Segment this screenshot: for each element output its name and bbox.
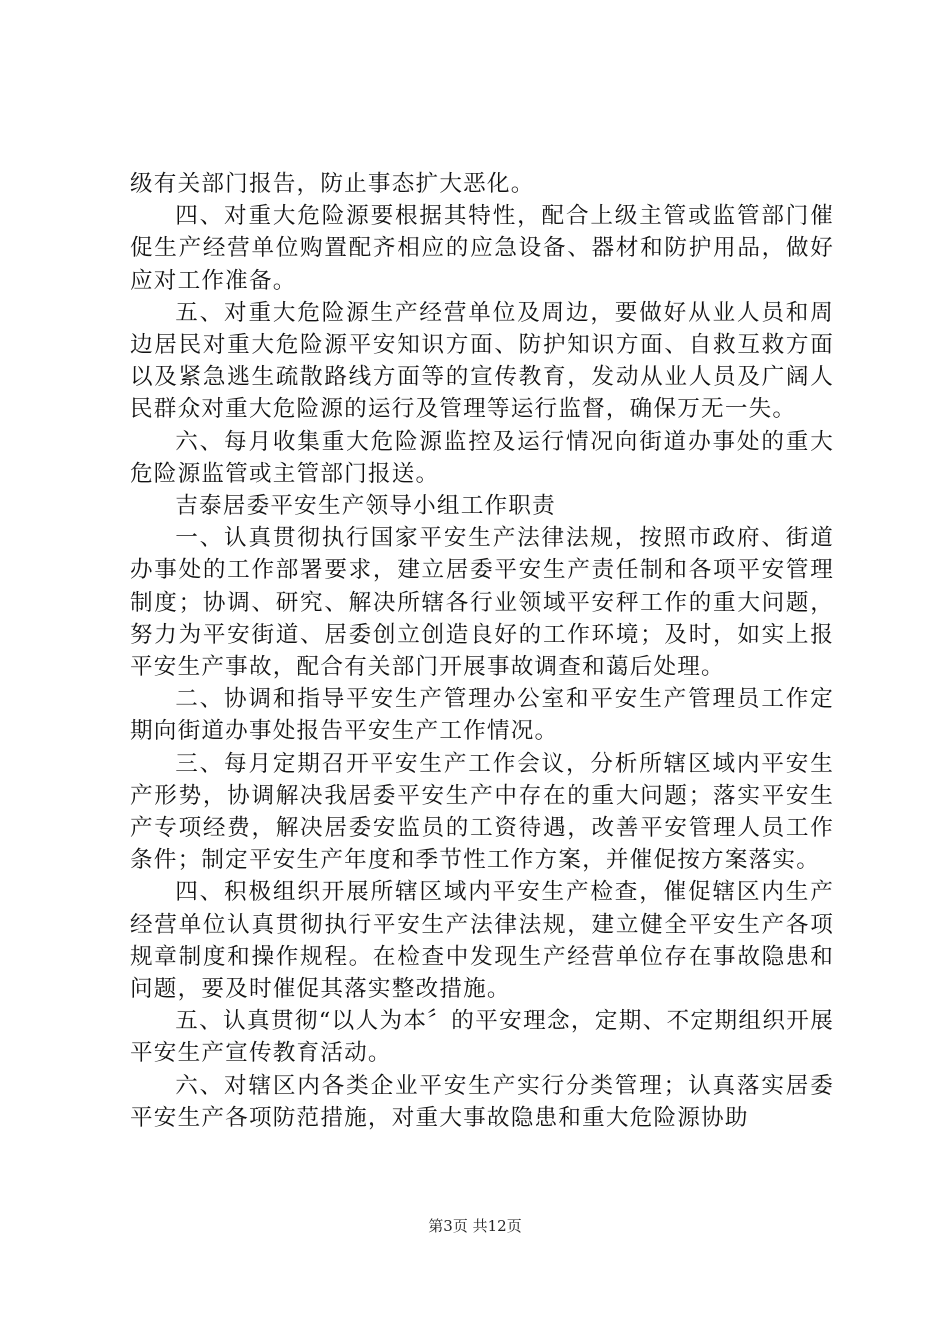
- document-body: [130, 168, 834, 1134]
- section-heading: 吉泰居委平安生产领导小组工作职责: [175, 493, 556, 520]
- duty-item-3: 三、每月定期召开平安生产工作会议，分析所辖区域内平安生产形势，协调解决我居委平安生产中存在的重大问题；落实平安生产专项经费，解决居委安监员的工资待遇，改善平安管理人员工作条件；制定平安生产年度和季节性工作方案，并催促按方案落实。: [130, 750, 834, 874]
- duty-item-1: 一、认真贯彻执行国家平安生产法律法规，按照市政府、街道办事处的工作部署要求，建立居委平安生产责任制和各项平安管理制度；协调、研究、解决所辖各行业领域平安秤工作的重大问题，努力为平安街道、居委创立创造良好的工作环境；及时，如实上报平安生产事故，配合有关部门开展事故调查和蔼后处理。: [130, 525, 834, 681]
- paragraph-item-4: 四、对重大危险源要根据其特性，配合上级主管或监管部门催促生产经营单位购置配齐相应的应急设备、器材和防护用品，做好应对工作准备。: [130, 203, 834, 294]
- duty-item-2: 二、协调和指导平安生产管理办公室和平安生产管理员工作定期向街道办事处报告平安生产工作情况。: [130, 686, 834, 745]
- duty-item-6: 六、对辖区内各类企业平安生产实行分类管理；认真落实居委平安生产各项防范措施，对重大事故隐患和重大危险源协助: [130, 1072, 834, 1131]
- duty-item-5: 五、认真贯彻“以人为本〞的平安理念，定期、不定期组织开展平安生产宣传教育活动。: [130, 1008, 834, 1067]
- page-number-footer: 第3页 共12页: [428, 1217, 522, 1235]
- paragraph-item-5: 五、对重大危险源生产经营单位及周边，要做好从业人员和周边居民对重大危险源平安知识方面、防护知识方面、自救互救方面以及紧急逃生疏散路线方面等的宣传教育，发动从业人员及广阔人民群众对重大危险源的运行及管理等运行监督，确保万无一失。: [130, 299, 834, 423]
- paragraph-continuation: 级有关部门报告，防止事态扩大恶化。: [130, 171, 535, 197]
- paragraph-item-6: 六、每月收集重大危险源监控及运行情况向街道办事处的重大危险源监管或主管部门报送。: [130, 428, 834, 487]
- duty-item-4: 四、积极组织开展所辖区域内平安生产检查，催促辖区内生产经营单位认真贯彻执行平安生产法律法规，建立健全平安生产各项规章制度和操作规程。在检查中发现生产经营单位存在事故隐患和问题，要及时催促其落实整改措施。: [130, 879, 834, 1003]
